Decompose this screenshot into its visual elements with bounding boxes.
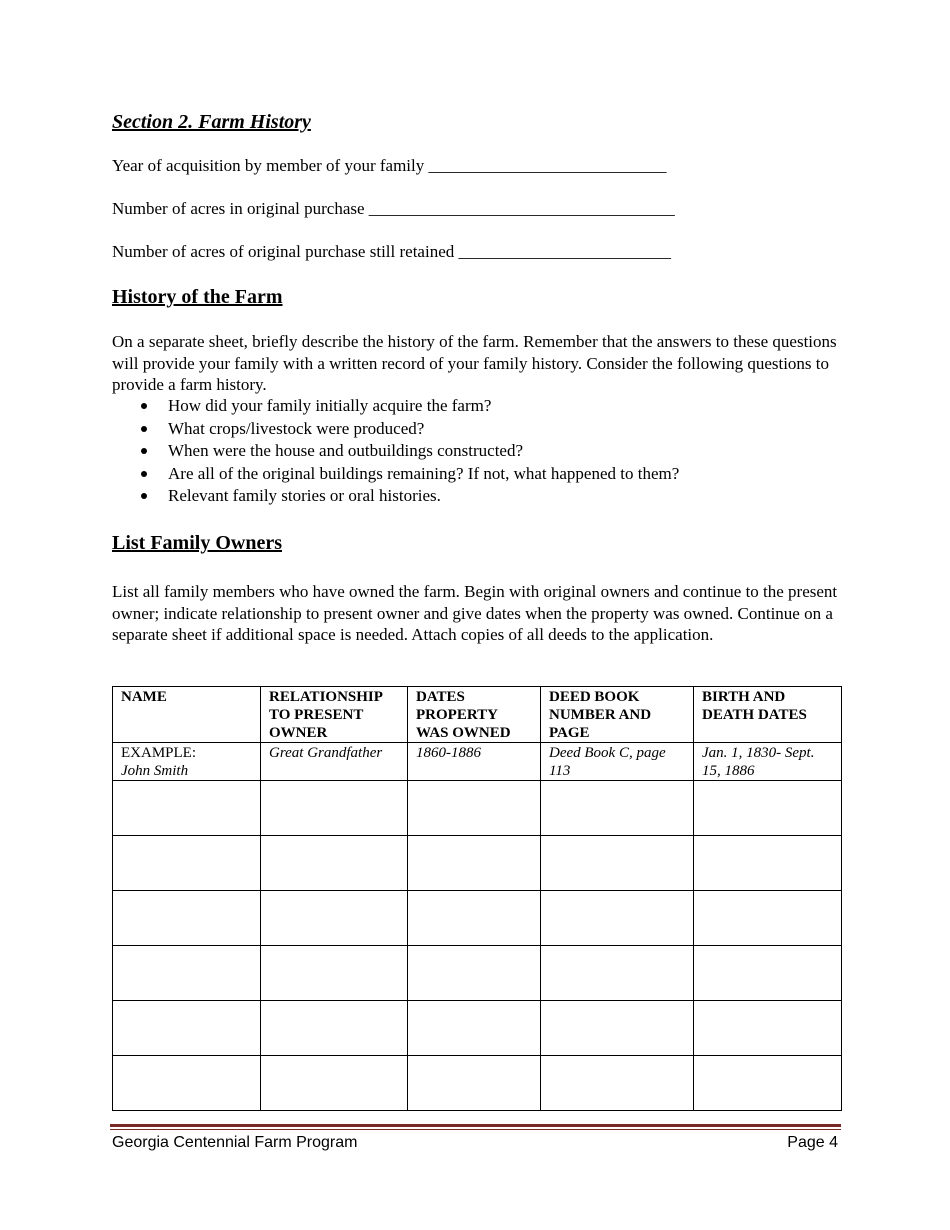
question-text: Relevant family stories or oral histories. — [168, 486, 441, 505]
entry-cell-birth-death[interactable] — [694, 946, 842, 1001]
footer-rule — [110, 1124, 841, 1127]
column-header-relationship: RELATIONSHIP TO PRESENT OWNER — [261, 687, 408, 743]
acquisition-year-label: Year of acquisition by member of your family — [112, 156, 425, 175]
entry-cell-dates-owned[interactable] — [408, 891, 541, 946]
entry-cell-name[interactable] — [113, 1056, 261, 1111]
original-acres-field[interactable] — [112, 198, 675, 220]
acquisition-year-blank[interactable]: ____________________________ — [428, 156, 667, 175]
footer-rule-thin — [110, 1129, 841, 1130]
entry-cell-name[interactable] — [113, 781, 261, 836]
entry-cell-birth-death[interactable] — [694, 781, 842, 836]
bullet-icon — [141, 493, 147, 499]
entry-cell-deed-book[interactable] — [541, 946, 694, 1001]
entry-cell-dates-owned[interactable] — [408, 1056, 541, 1111]
list-item — [112, 463, 679, 486]
list-item — [112, 395, 679, 418]
history-intro: On a separate sheet, briefly describe the history of the farm. Remember that the answers to these questions will provide your family with a written record of your family history. Consider the following questions to provide a farm history. — [112, 332, 837, 394]
entry-cell-dates-owned[interactable] — [408, 781, 541, 836]
entry-cell-deed-book[interactable] — [541, 891, 694, 946]
entry-cell-name[interactable] — [113, 1001, 261, 1056]
retained-acres-blank[interactable]: _________________________ — [458, 242, 671, 261]
bullet-icon — [141, 403, 147, 409]
column-header-birth-death: BIRTH AND DEATH DATES — [694, 687, 842, 743]
bullet-icon — [141, 471, 147, 477]
list-item — [112, 485, 679, 508]
column-header-dates-owned: DATES PROPERTY WAS OWNED — [408, 687, 541, 743]
question-text: When were the house and outbuildings constructed? — [168, 441, 524, 460]
table-row — [113, 836, 842, 891]
example-name-cell — [113, 743, 261, 781]
history-question-list — [112, 395, 679, 508]
table-row — [113, 891, 842, 946]
column-header-name: NAME — [113, 687, 261, 743]
entry-cell-name[interactable] — [113, 891, 261, 946]
entry-cell-dates-owned[interactable] — [408, 836, 541, 891]
entry-cell-birth-death[interactable] — [694, 836, 842, 891]
family-owners-table — [112, 686, 842, 1111]
entry-cell-birth-death[interactable] — [694, 1056, 842, 1111]
entry-cell-relationship[interactable] — [261, 946, 408, 1001]
page-number: Page 4 — [787, 1134, 838, 1151]
table-row — [113, 946, 842, 1001]
entry-cell-relationship[interactable] — [261, 836, 408, 891]
table-row — [113, 781, 842, 836]
question-text: Are all of the original buildings remaining? If not, what happened to them? — [168, 463, 680, 483]
original-acres-label: Number of acres in original purchase — [112, 199, 365, 218]
entry-cell-relationship[interactable] — [261, 781, 408, 836]
entry-cell-dates-owned[interactable] — [408, 946, 541, 1001]
entry-cell-deed-book[interactable] — [541, 1001, 694, 1056]
example-name: John Smith — [121, 763, 189, 779]
example-dates: 1860-1886 — [408, 743, 541, 781]
original-acres-blank[interactable]: ____________________________________ — [368, 199, 675, 218]
bullet-icon — [141, 448, 147, 454]
section-title: Section 2. Farm History — [112, 111, 311, 133]
history-heading: History of the Farm — [112, 286, 283, 308]
list-item — [112, 418, 679, 441]
acquisition-year-field[interactable] — [112, 155, 666, 177]
example-label: EXAMPLE: — [121, 745, 196, 761]
example-relationship: Great Grandfather — [261, 743, 408, 781]
entry-cell-birth-death[interactable] — [694, 1001, 842, 1056]
entry-cell-relationship[interactable] — [261, 891, 408, 946]
table-header-row — [113, 687, 842, 743]
entry-cell-name[interactable] — [113, 946, 261, 1001]
table-row — [113, 1001, 842, 1056]
entry-cell-birth-death[interactable] — [694, 891, 842, 946]
owners-instructions: List all family members who have owned the farm. Begin with original owners and continue to the present owner; indicate relationship to present owner and give dates when the property was owned. Continue on a separate sheet if additional space is needed. Attach copies of all deeds to the application. — [112, 582, 838, 644]
retained-acres-field[interactable] — [112, 241, 671, 263]
entry-cell-deed-book[interactable] — [541, 836, 694, 891]
entry-cell-deed-book[interactable] — [541, 1056, 694, 1111]
question-text: What crops/livestock were produced? — [168, 418, 425, 438]
list-item — [112, 440, 679, 463]
table-row — [113, 1056, 842, 1111]
example-birth-death: Jan. 1, 1830- Sept. 15, 1886 — [694, 743, 842, 781]
example-deed: Deed Book C, page 113 — [541, 743, 694, 781]
bullet-icon — [141, 426, 147, 432]
entry-cell-relationship[interactable] — [261, 1001, 408, 1056]
example-row — [113, 743, 842, 781]
footer-program-name: Georgia Centennial Farm Program — [112, 1134, 358, 1151]
column-header-deed-book: DEED BOOK NUMBER AND PAGE — [541, 687, 694, 743]
entry-cell-dates-owned[interactable] — [408, 1001, 541, 1056]
retained-acres-label: Number of acres of original purchase still retained — [112, 242, 455, 261]
question-text: How did your family initially acquire the farm? — [168, 396, 492, 415]
entry-cell-relationship[interactable] — [261, 1056, 408, 1111]
entry-cell-name[interactable] — [113, 836, 261, 891]
owners-heading: List Family Owners — [112, 532, 282, 554]
entry-cell-deed-book[interactable] — [541, 781, 694, 836]
